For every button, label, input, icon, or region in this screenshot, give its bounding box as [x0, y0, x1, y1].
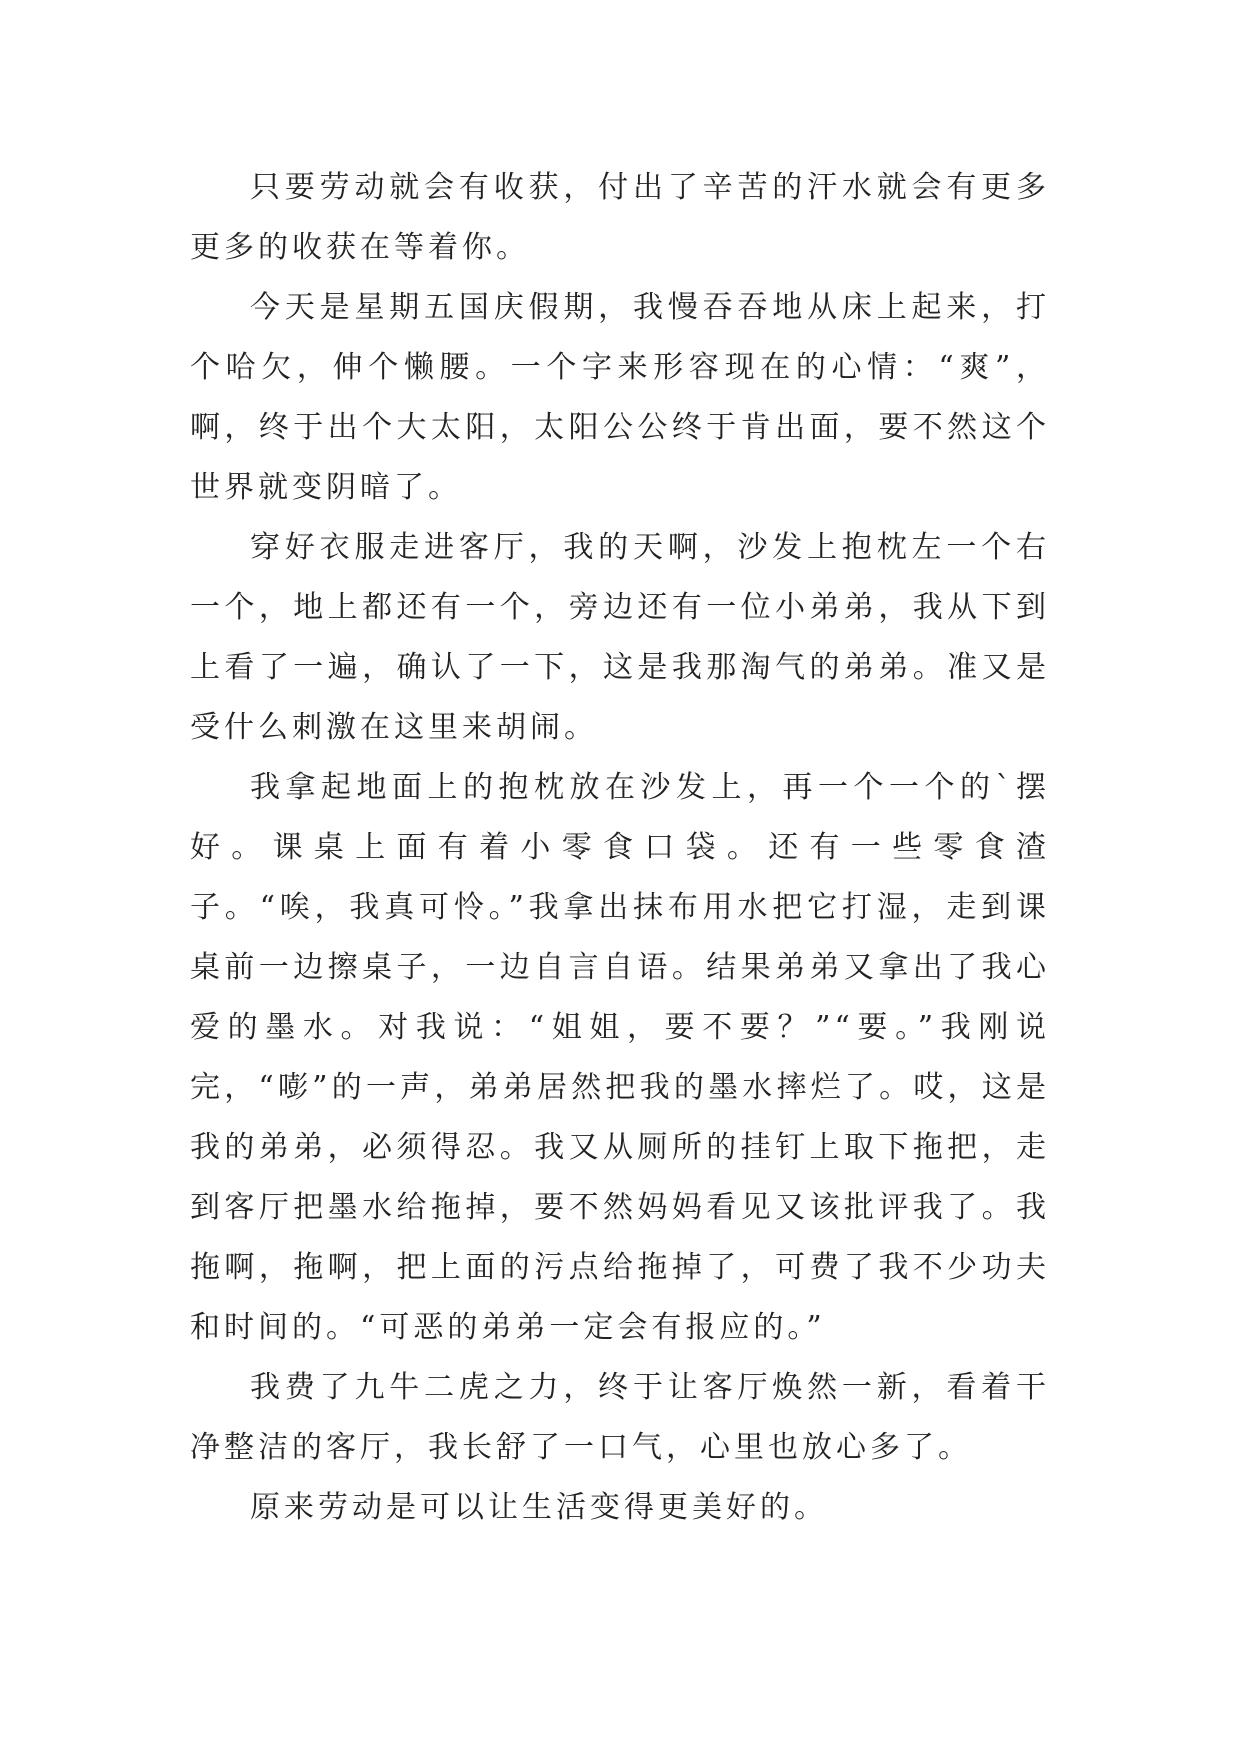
paragraph-4: 我拿起地面上的抱枕放在沙发上，再一个一个的`摆好。课桌上面有着小零食口袋。还有一些零食渣子。“唉，我真可怜。”我拿出抹布用水把它打湿，走到课桌前一边擦桌子，一边自言自语。结果弟弟又拿出了我心爱的墨水。对我说：“姐姐，要不要？”“要。”我刚说完，“嘭”的一声，弟弟居然把我的墨水摔烂了。哎，这是我的弟弟，必须得忍。我又从厕所的挂钉上取下拖把，走到客厅把墨水给拖掉，要不然妈妈看见又该批评我了。我拖啊，拖啊，把上面的污点给拖掉了，可费了我不少功夫和时间的。“可恶的弟弟一定会有报应的。” [190, 770, 1050, 1345]
paragraph-2: 今天是星期五国庆假期，我慢吞吞地从床上起来，打个哈欠，伸个懒腰。一个字来形容现在的心情：“爽”，啊，终于出个大太阳，太阳公公终于肯出面，要不然这个世界就变阴暗了。 [190, 290, 1050, 505]
essay-body [190, 158, 1050, 1538]
paragraph-1: 只要劳动就会有收获，付出了辛苦的汗水就会有更多更多的收获在等着你。 [190, 170, 1050, 265]
paragraph-6: 原来劳动是可以让生活变得更美好的。 [250, 1490, 828, 1525]
paragraph-3: 穿好衣服走进客厅，我的天啊，沙发上抱枕左一个右一个，地上都还有一个，旁边还有一位小弟弟，我从下到上看了一遍，确认了一下，这是我那淘气的弟弟。准又是受什么刺激在这里来胡闹。 [190, 530, 1050, 745]
paragraph-5: 我费了九牛二虎之力，终于让客厅焕然一新，看着干净整洁的客厅，我长舒了一口气，心里也放心多了。 [190, 1370, 1050, 1465]
